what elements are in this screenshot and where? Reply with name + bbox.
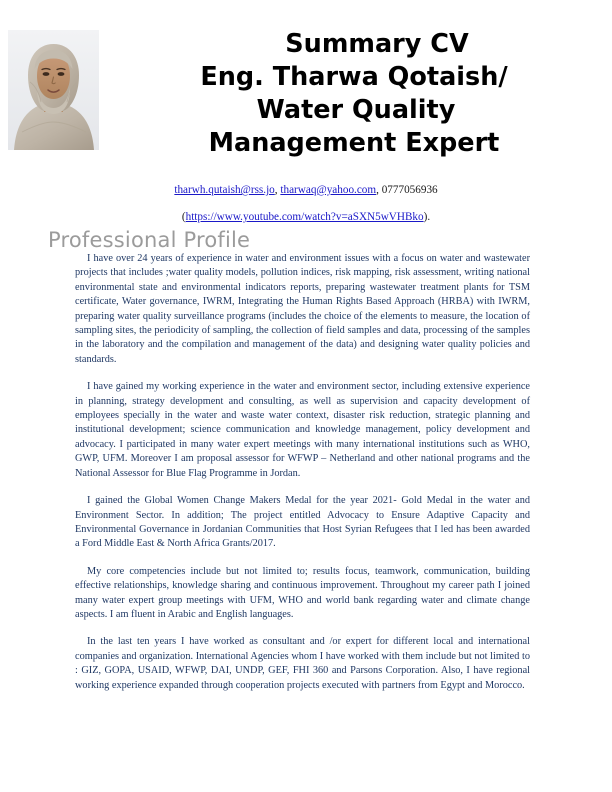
page-title-line-3: Water Quality bbox=[256, 95, 456, 125]
professional-profile-body bbox=[75, 252, 530, 693]
email-primary-link[interactable]: tharwh.qutaish@rss.jo bbox=[174, 184, 275, 196]
portrait-photo-icon bbox=[8, 30, 99, 150]
video-open-paren: ( bbox=[181, 211, 186, 223]
page-title-line-4: Management Expert bbox=[208, 128, 500, 158]
video-link-row bbox=[0, 209, 612, 225]
page-title-line-1: Summary CV bbox=[285, 29, 469, 59]
profile-paragraph: I have gained my working experience in the water and environment sector, including extensive experience in planning, strategy development and consulting, as well as supervision and capacity development of employees specially in the water and waste water context, disaster risk reduction, strategic planning and institutional development; science communication and knowledge management, policy development and advocacy. I participated in many water expert meetings with many international institutions such as WHO, GWP, UFM. Moreover I am proposal assessor for WFWP – Netherland and other national programs and the National Assessor for Blue Flag Programme in Jordan. bbox=[75, 381, 530, 479]
profile-paragraph: My core competencies include but not limited to; results focus, teamwork, communication, building effective relationships, knowledge sharing and continuous improvement. Throughout my career path I joined many water expert group meetings with UFM, WHO and world bank regarding water and climate change aspects. I am fluent in Arabic and English languages. bbox=[75, 565, 530, 620]
page-title-line-2: Eng. Tharwa Qotaish/ bbox=[200, 62, 508, 92]
email-secondary-link[interactable]: tharwaq@yahoo.com bbox=[280, 184, 377, 196]
document-header bbox=[0, 0, 612, 175]
profile-paragraph: I gained the Global Women Change Makers Medal for the year 2021- Gold Medal in the water and Environment Sector. In addition; The project entitled Advocacy to Ensure Adaptive Capacity and Environmental Governance in Jordanian Communities that Host Syrian Refugees that I led has been awarded a Ford Middle East & North Africa Grants/2017. bbox=[75, 495, 530, 550]
contact-separator-2: , bbox=[376, 184, 382, 196]
contact-line bbox=[0, 182, 612, 198]
section-heading-professional-profile: Professional Profile bbox=[48, 228, 251, 252]
profile-paragraph: I have over 24 years of experience in water and environment issues with a focus on water and wastewater projects that includes ;water quality models, pollution indices, risk mapping, risk assessment, writing national environmental state and environmental indicators reports, preparing wastewater treatment plants for TSM certificate, Water governance, IWRM, Integrating the Human Rights Based Approach (HRBA) with IWRM, preparing water quality surveillance programs (includes the choice of the elements to measure, the location of sampling sites, the periodicity of sampling, the collection of field samples and data, processing of the samples in the laboratory and the compilation and management of the data) and designing water quality policies and standards. bbox=[75, 253, 530, 365]
contact-info bbox=[0, 182, 612, 198]
avatar bbox=[8, 30, 99, 150]
video-line bbox=[0, 209, 612, 225]
youtube-video-link[interactable]: https://www.youtube.com/watch?v=aSXN5wVHBko bbox=[185, 211, 424, 223]
page-title bbox=[104, 28, 604, 160]
video-close-paren: ). bbox=[423, 211, 431, 223]
profile-paragraph: In the last ten years I have worked as consultant and /or expert for different local and international companies and organization. International Agencies whom I have worked with them include but not limited to : GIZ, GOPA, USAID, WFWP, DAI, UNDP, GEF, FHI 360 and Parsons Corporation. Also, I have regional working experience expanded through cooperation projects executed with partners from Egypt and Morocco. bbox=[75, 636, 530, 691]
contact-separator-1: , bbox=[274, 184, 281, 196]
phone-number: 0777056936 bbox=[381, 184, 438, 196]
